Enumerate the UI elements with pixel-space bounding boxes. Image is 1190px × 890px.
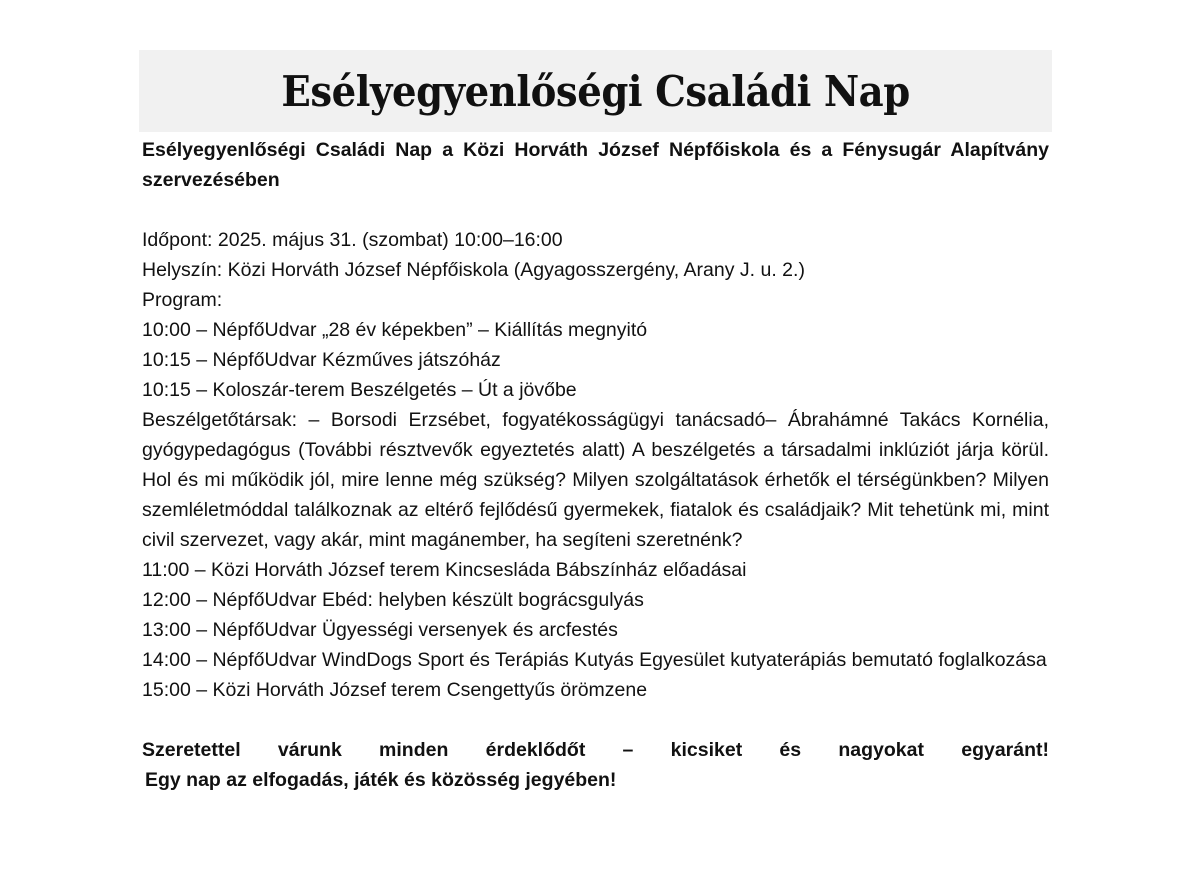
program-item: 11:00 – Közi Horváth József terem Kincsesláda Bábszínház előadásai — [142, 559, 747, 581]
program-item: 13:00 – NépfőUdvar Ügyességi versenyek és arcfestés — [142, 619, 618, 641]
program-item: 15:00 – Közi Horváth József terem Csengettyűs örömzene — [142, 679, 648, 701]
closing-tagline: Egy nap az elfogadás, játék és közösség jegyében! — [145, 769, 617, 791]
program-item: 10:15 – NépfőUdvar Kézműves játszóház — [142, 349, 501, 371]
event-location: Helyszín: Közi Horváth József Népfőiskola (Agyagosszergény, Arany J. u. 2.) — [142, 259, 805, 281]
intro-text: Esélyegyenlőségi Családi Nap a Közi Horváth József Népfőiskola és a Fénysugár Alapítvány szervezésében — [142, 139, 1049, 191]
event-time: Időpont: 2025. május 31. (szombat) 10:00–16:00 — [142, 229, 563, 251]
page-title: Esélyegyenlőségi Családi Nap — [281, 66, 910, 116]
spacer — [142, 195, 1049, 225]
discussion-description: Beszélgetőtársak: – Borsodi Erzsébet, fogyatékosságügyi tanácsadó– Ábrahámné Takács Kornélia, gyógypedagógus (További résztvevők egyeztetés alatt) A beszélgetés a társadalmi inklúziót járja körül. Hol és mi működik jól, mire lenne még szükség? Milyen szolgáltatások érhetők el térségünkben? Milyen szemléletmóddal találkoznak az eltérő fejlődésű gyermekek, fiatalok és családjaik? Mit tehetünk mi, mint civil szervezet, vagy akár, mint magánember, ha segíteni szeretnénk? — [142, 409, 1049, 551]
program-label: Program: — [142, 289, 223, 311]
program-item: 12:00 – NépfőUdvar Ebéd: helyben készült bográcsgulyás — [142, 589, 644, 611]
program-item: 14:00 – NépfőUdvar WindDogs Sport és Terápiás Kutyás Egyesület kutyaterápiás bemutató foglalkozása — [142, 649, 1047, 671]
program-item: 10:00 – NépfőUdvar „28 év képekben” – Kiállítás megnyitó — [142, 319, 648, 341]
closing-invitation: Szeretettel várunk minden érdeklődőt – kicsiket és nagyokat egyaránt! — [142, 739, 1049, 761]
event-description — [142, 135, 1049, 795]
spacer — [142, 705, 1049, 735]
program-item: 10:15 – Koloszár-terem Beszélgetés – Út a jövőbe — [142, 379, 577, 401]
title-banner — [139, 50, 1052, 132]
